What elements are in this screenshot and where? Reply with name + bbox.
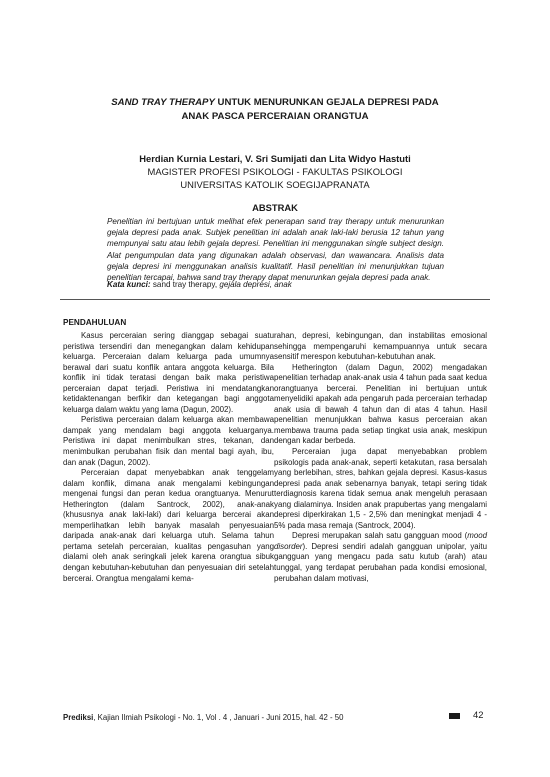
keywords-italic: gejala depresi, anak xyxy=(219,280,292,289)
author-program: MAGISTER PROFESI PSIKOLOGI - FAKULTAS PSIKOLOGI xyxy=(147,166,403,177)
paragraph: Kasus perceraian sering dianggap sebagai suatu peristiwa tersendiri dan menegangkan dalam kehidupan keluarga. Perceraian dalam keluarga pada umumnya berawal dari suatu konflik antara anggota keluarga. Bila konflik ini tidak teratasi dengan baik maka peristiwa perceraian dapat terjadi. Peristiwa ini mendatangkan ketidaktenangan berfikir dan ketegangan bagi anggota keluarga dalam waktu yang lama (Dagun, 2002). xyxy=(63,331,274,414)
paragraph xyxy=(274,531,487,584)
footer-mark xyxy=(449,713,460,719)
paragraph-text: Depresi merupakan salah satu gangguan mood ( xyxy=(292,531,468,541)
title-line-2: ANAK PASCA PERCERAIAN ORANGTUA xyxy=(181,111,369,122)
right-column xyxy=(274,331,487,584)
paragraph: Perceraian dapat menyebabkan anak tenggelam dalam konflik, dimana anak mengalami kebingungan mengenai fungsi dan peran kedua orangtuanya. Menurut Hetherington (dalam Santrock, 2002), anak-anak (khususnya anak laki-laki) dari keluarga bercerai akan memperlihatkan lebih banyak masalah penyesuaian daripada anak-anak dari keluarga utuh. Selama tahun pertama setelah perceraian, kualitas pengasuhan yang dialami oleh anak seringkali jelek karena orangtua sibuk dengan kebutuhan-kebutuhan dan penyesuaian diri setelah bercerai. Orangtua mengalami kema- xyxy=(63,468,274,583)
paragraph-italic-term: mood disorder xyxy=(274,531,487,551)
title-italic-term: SAND TRAY THERAPY xyxy=(111,97,215,108)
footer-citation xyxy=(63,713,493,722)
paper-title xyxy=(60,96,490,124)
author-names: Herdian Kurnia Lestari, V. Sri Sumijati dan Lita Widyo Hastuti xyxy=(139,153,411,164)
journal-name: Prediksi xyxy=(63,713,94,722)
paragraph: Hetherington (dalam Dagun, 2002) mengadakan penelitian terhadap anak-anak usia 4 tahun pada saat kedua orangtuanya bercerai. Penelitian ini bertujuan untuk menyelidiki apakah ada pengaruh pada perceraian terhadap anak usia di bawah 4 tahun dan di atas 4 tahun. Hasil penelitian menunjukkan bahwa kasus perceraian akan membawa trauma pada setiap tingkat usia anak, meskipun dengan kadar berbeda. xyxy=(274,362,487,446)
keywords xyxy=(107,279,444,290)
keywords-plain: sand tray therapy, xyxy=(150,280,220,289)
section-heading: PENDAHULUAN xyxy=(63,318,127,327)
abstract-text: Penelitian ini bertujuan untuk melihat efek penerapan sand tray therapy untuk menurunkan gejala depresi pada anak. Subjek penelitian ini adalah anak laki-laki berusia 12 tahun yang mempunyai satu atau lebih gejala depresi. Penelitian ini menggunakan single subject design. Alat pengumpulan data yang digunakan adalah observasi, dan wawancara. Analisis data gejala depresi ini menggunakan analisis kualitatif. Hasil penelitian ini menunjukkan tujuan penelitian tercapai, bahwa sand tray therapy dapat menurunkan gejala depresi pada anak. xyxy=(107,217,444,283)
author-block xyxy=(60,152,490,191)
abstract-heading: ABSTRAK xyxy=(252,202,298,213)
journal-details: , Kajian Ilmiah Psikologi - No. 1, Vol . 4 , Januari - Juni 2015, hal. 42 - 50 xyxy=(93,713,344,722)
title-line-1-rest: UNTUK MENURUNKAN GEJALA DEPRESI PADA xyxy=(214,97,439,108)
paragraph: rahan, depresi, kebingungan, dan instabilitas emosional sehingga mempengaruhi kemampuannya untuk secara sensitif merespon kebutuhan-kebutuhan anak. xyxy=(274,331,487,362)
keywords-label: Kata kunci: xyxy=(107,280,151,289)
left-column xyxy=(63,331,274,584)
paragraph: Peristiwa perceraian dalam keluarga akan membawa dampak yang mendalam bagi anggota keluarganya. Peristiwa ini dapat menimbulkan stres, tekanan, dan menimbulkan perubahan fisik dan mental bagi ayah, ibu, dan anak (Dagun, 2002). xyxy=(63,415,274,467)
paragraph: Perceraian juga dapat menyebabkan problem psikologis pada anak-anak, seperti ketakutan, rasa bersalah yang berlebihan, stres, bahkan gejala depresi. Kasus-kasus depresi pada anak sebenarnya banyak, tetapi sering tidak terdiagnosis karena tidak semua anak mengeluh perasaan yang dialaminya. Insiden anak prapubertas yang mengalami depresi diperkirakan 1,5 - 2,5% dan meningkat menjadi 4 - 5% pada masa remaja (Santrock, 2004). xyxy=(274,447,487,530)
author-university: UNIVERSITAS KATOLIK SOEGIJAPRANATA xyxy=(180,179,370,190)
page-number: 42 xyxy=(473,709,484,720)
paragraph-text: ). Depresi sendiri adalah gangguan unipolar, yaitu gangguan yang mengacu pada satu kutub (arah) atau tunggal, yang terdapat perubahan pada kondisi emosional, perubahan dalam motivasi, xyxy=(274,541,487,583)
section-divider xyxy=(60,299,490,300)
title-line-1 xyxy=(60,96,490,110)
